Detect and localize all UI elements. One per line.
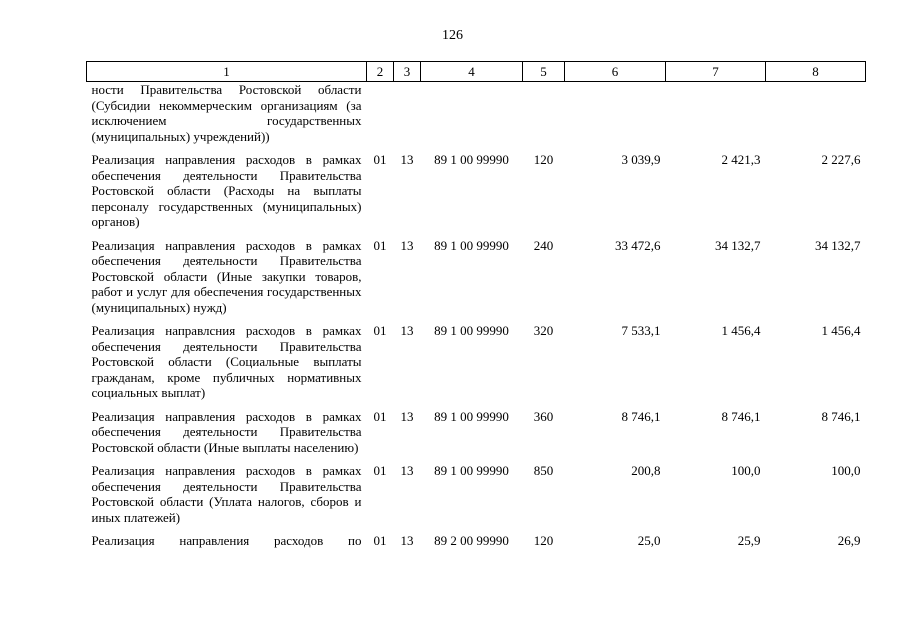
row-amount-col8: 100,0	[831, 463, 861, 478]
row-description: Реализация направления расходов по	[91, 533, 362, 548]
row-description: Реализация направления расходов в рамках обеспечения деятельности Правительства Ростовской области (Иные выплаты населению)	[91, 408, 362, 455]
row-amount-col6: 7 533,1	[621, 323, 661, 338]
row-section: 01	[373, 533, 387, 548]
row-amount-col8: 8 746,1	[821, 408, 861, 424]
row-section: 01	[373, 323, 387, 338]
table-row	[87, 409, 866, 464]
page-number: 126	[442, 28, 463, 43]
row-subsection: 13	[400, 533, 414, 548]
table-row	[87, 533, 866, 557]
row-amount-col6: 3 039,9	[621, 152, 661, 167]
row-expense-type: 240	[533, 237, 554, 253]
row-target-code: 89 1 00 99990	[434, 463, 509, 478]
row-amount-col7: 8 746,1	[721, 408, 761, 424]
row-subsection	[394, 82, 421, 153]
row-expense-type: 360	[533, 408, 554, 424]
row-target-code: 89 1 00 99990	[434, 323, 509, 338]
header-cell: 4	[421, 62, 523, 82]
row-subsection: 13	[400, 152, 414, 167]
row-subsection: 13	[400, 237, 414, 253]
row-amount-col8: 2 227,6	[821, 152, 861, 167]
header-cell: 3	[394, 62, 421, 82]
row-target-code: 89 2 00 99990	[434, 533, 509, 548]
row-amount-col6: 25,0	[637, 533, 661, 548]
header-row	[87, 62, 866, 82]
row-expense-type: 120	[533, 533, 554, 548]
row-target-code: 89 1 00 99990	[434, 237, 509, 253]
table-row	[87, 463, 866, 533]
row-expense-type: 120	[533, 152, 554, 167]
row-amount-col6	[565, 82, 666, 153]
row-description: Реализация направления расходов в рамках обеспечения деятельности Правительства Ростовской области (Расходы на выплаты персоналу государственных (муниципальных) органов)	[91, 152, 362, 229]
row-amount-col8: 1 456,4	[821, 323, 861, 338]
row-section	[367, 82, 394, 153]
row-target-code	[421, 82, 523, 153]
header-cell: 1	[87, 62, 367, 82]
row-amount-col7: 1 456,4	[721, 323, 761, 338]
row-amount-col7: 2 421,3	[721, 152, 761, 167]
header-cell: 7	[666, 62, 766, 82]
row-amount-col6: 8 746,1	[621, 408, 661, 424]
row-amount-col7: 34 132,7	[715, 237, 761, 253]
table-row	[87, 238, 866, 324]
header-cell: 5	[523, 62, 565, 82]
row-description: Реализация направлсния расходов в рамках обеспечения деятельности Правительства Ростовской области (Социальные выплаты гражданам, кроме публичных нормативных социальных выплат)	[91, 323, 362, 400]
row-amount-col8	[766, 82, 866, 153]
row-description: Реализация направления расходов в рамках обеспечения деятельности Правительства Ростовской области (Иные закупки товаров, работ и услуг для обеспечения государственных (муниципальных) нужд)	[91, 237, 362, 315]
row-section: 01	[373, 152, 387, 167]
row-subsection: 13	[400, 408, 414, 424]
row-target-code: 89 1 00 99990	[434, 152, 509, 167]
header-cell: 6	[565, 62, 666, 82]
row-expense-type	[523, 82, 565, 153]
table-row	[87, 323, 866, 409]
row-section: 01	[373, 237, 387, 253]
row-amount-col7	[666, 82, 766, 153]
row-amount-col6: 200,8	[631, 463, 661, 478]
budget-table	[86, 61, 866, 557]
row-description: ности Правительства Ростовской области (Субсидии некоммерческим организациям (за исключением государственных (муниципальных) учреждений))	[91, 82, 362, 144]
row-amount-col8: 26,9	[837, 533, 861, 548]
row-section: 01	[373, 408, 387, 424]
row-target-code: 89 1 00 99990	[434, 408, 509, 424]
row-amount-col7: 25,9	[737, 533, 761, 548]
row-section: 01	[373, 463, 387, 478]
row-amount-col8: 34 132,7	[815, 237, 861, 253]
row-description: Реализация направления расходов в рамках обеспечения деятельности Правительства Ростовской области (Уплата налогов, сборов и иных платежей)	[91, 463, 362, 525]
row-subsection: 13	[400, 463, 414, 478]
row-subsection: 13	[400, 323, 414, 338]
table-row	[87, 82, 866, 153]
row-expense-type: 320	[533, 323, 554, 338]
row-expense-type: 850	[533, 463, 554, 478]
header-cell: 8	[766, 62, 866, 82]
row-amount-col6: 33 472,6	[615, 237, 661, 253]
header-cell: 2	[367, 62, 394, 82]
table-row	[87, 152, 866, 238]
row-amount-col7: 100,0	[731, 463, 761, 478]
